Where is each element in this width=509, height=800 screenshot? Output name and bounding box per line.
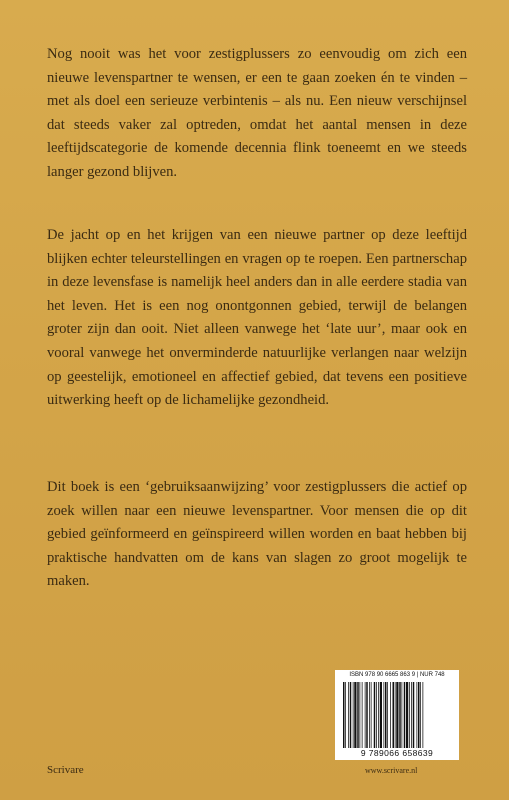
blurb-paragraph-2: De jacht op en het krijgen van een nieuwe partner op deze leeftijd blijken echter teleurstellingen en vragen op te roepen. Een partnerschap in deze levensfase is namelijk heel anders dan in alle eerdere stadia van het leven. Het is een nog onontgonnen gebied, terwijl de belangen groter zijn dan ooit. Niet alleen vanwege het ‘late uur’, maar ook en vooral vanwege het onverminderde natuurlijke verlangen naar welzijn op geestelijk, emotioneel en affectief gebied, dat tevens een positieve uitwerking heeft op de lichamelijke gezondheid. (47, 227, 467, 409)
publisher-website: www.scrivare.nl (365, 766, 418, 775)
blurb-paragraph-1: Nog nooit was het voor zestigplussers zo eenvoudig om zich een nieuwe levenspartner te wensen, er een te gaan zoeken én te vinden – met als doel een serieuze verbintenis – als nu. Een nieuw verschijnsel dat steeds vaker zal optreden, omdat het aantal mensen in deze leeftijdscategorie de komende decennia flink toeneemt en we steeds langer gezond blijven. (47, 46, 467, 180)
isbn-text: ISBN 978 90 6665 863 9 | NUR 748 (349, 672, 445, 678)
blurb-paragraph-3: Dit boek is een ‘gebruiksaanwijzing’ voor zestigplussers die actief op zoek willen naar een nieuwe levenspartner. Voor mensen die op dit gebied geïnformeerd en geïnspireerd willen worden en baat hebben bij praktische handvatten om de kans van slagen zo groot mogelijk te maken. (47, 479, 467, 590)
barcode-label (335, 670, 459, 760)
barcode-image (341, 682, 453, 748)
publisher-name: Scrivare (47, 764, 84, 776)
barcode-digits: 9 789066 658639 (360, 748, 434, 758)
